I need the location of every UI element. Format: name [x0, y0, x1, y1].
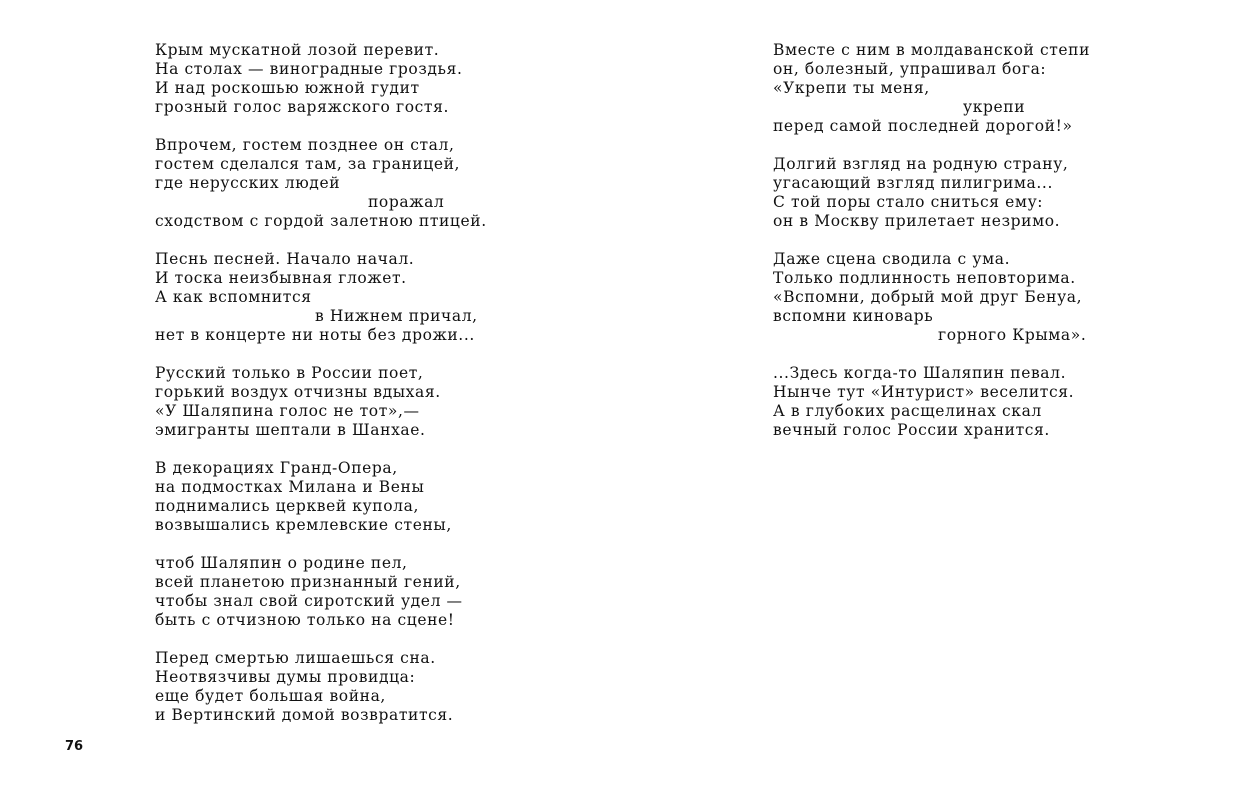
poem-line: И над роскошью южной гудит — [155, 79, 420, 97]
poem-line: всей планетою признанный гений, — [155, 573, 461, 591]
stanza — [155, 250, 487, 345]
poem-line: В декорациях Гранд-Опера, — [155, 459, 398, 477]
poem-line: На столах — виноградные гроздья. — [155, 60, 463, 78]
right-page — [625, 0, 1250, 800]
poem-line: угасающий взгляд пилигрима... — [773, 174, 1053, 192]
stanza — [773, 41, 1090, 136]
stanza — [773, 364, 1090, 440]
left-poem-column — [155, 41, 487, 744]
poem-line: Впрочем, гостем позднее он стал, — [155, 136, 455, 154]
poem-line: горного Крыма». — [938, 326, 1087, 344]
poem-line: чтобы знал свой сиротский удел — — [155, 592, 463, 610]
poem-line: эмигранты шептали в Шанхае. — [155, 421, 426, 439]
poem-line: Перед смертью лишаешься сна. — [155, 649, 436, 667]
poem-line: он в Москву прилетает незримо. — [773, 212, 1061, 230]
poem-line: грозный голос варяжского гостя. — [155, 98, 450, 116]
poem-line: Нынче тут «Интурист» веселится. — [773, 383, 1075, 401]
stanza — [155, 459, 487, 535]
poem-line: Долгий взгляд на родную страну, — [773, 155, 1069, 173]
poem-line: он, болезный, упрашивал бога: — [773, 60, 1047, 78]
poem-line: в Нижнем причал, — [315, 307, 478, 325]
poem-line: «Вспомни, добрый мой друг Бенуа, — [773, 288, 1083, 306]
poem-line: Вместе с ним в молдаванской степи — [773, 41, 1091, 59]
poem-line: чтоб Шаляпин о родине пел, — [155, 554, 408, 572]
stanza — [155, 364, 487, 440]
poem-line: перед самой последней дорогой!» — [773, 117, 1073, 135]
poem-line: вечный голос России хранится. — [773, 421, 1050, 439]
stanza — [155, 41, 487, 117]
page-number: 76 — [65, 739, 84, 754]
poem-line: ...Здесь когда-то Шаляпин певал. — [773, 364, 1067, 382]
poem-line: поражал — [368, 193, 445, 211]
poem-line: И тоска неизбывная гложет. — [155, 269, 407, 287]
poem-line: Неотвязчивы думы провидца: — [155, 668, 416, 686]
poem-line: А как вспомнится — [155, 288, 312, 306]
poem-line: гостем сделался там, за границей, — [155, 155, 461, 173]
poem-line: на подмостках Милана и Вены — [155, 478, 425, 496]
poem-line: Русский только в России поет, — [155, 364, 424, 382]
poem-line: где нерусских людей — [155, 174, 341, 192]
poem-line: сходством с гордой залетною птицей. — [155, 212, 487, 230]
right-poem-column — [773, 41, 1090, 459]
poem-line: еще будет большая война, — [155, 687, 386, 705]
poem-line: вспомни киноварь — [773, 307, 934, 325]
stanza — [773, 155, 1090, 231]
poem-line: Только подлинность неповторима. — [773, 269, 1076, 287]
poem-line: Крым мускатной лозой перевит. — [155, 41, 440, 59]
poem-line: Песнь песней. Начало начал. — [155, 250, 415, 268]
stanza — [773, 250, 1090, 345]
poem-line: укрепи — [963, 98, 1026, 116]
poem-line: быть с отчизною только на сцене! — [155, 611, 455, 629]
poem-line: «У Шаляпина голос не тот»,— — [155, 402, 420, 420]
poem-line: поднимались церквей купола, — [155, 497, 419, 515]
poem-line: возвышались кремлевские стены, — [155, 516, 452, 534]
poem-line: С той поры стало сниться ему: — [773, 193, 1044, 211]
stanza — [155, 554, 487, 630]
stanza — [155, 136, 487, 231]
stanza — [155, 649, 487, 725]
poem-line: А в глубоких расщелинах скал — [773, 402, 1042, 420]
poem-line: и Вертинский домой возвратится. — [155, 706, 454, 724]
poem-line: Даже сцена сводила с ума. — [773, 250, 1011, 268]
poem-line: «Укрепи ты меня, — [773, 79, 930, 97]
poem-line: горький воздух отчизны вдыхая. — [155, 383, 441, 401]
poem-line: нет в концерте ни ноты без дрожи... — [155, 326, 475, 344]
